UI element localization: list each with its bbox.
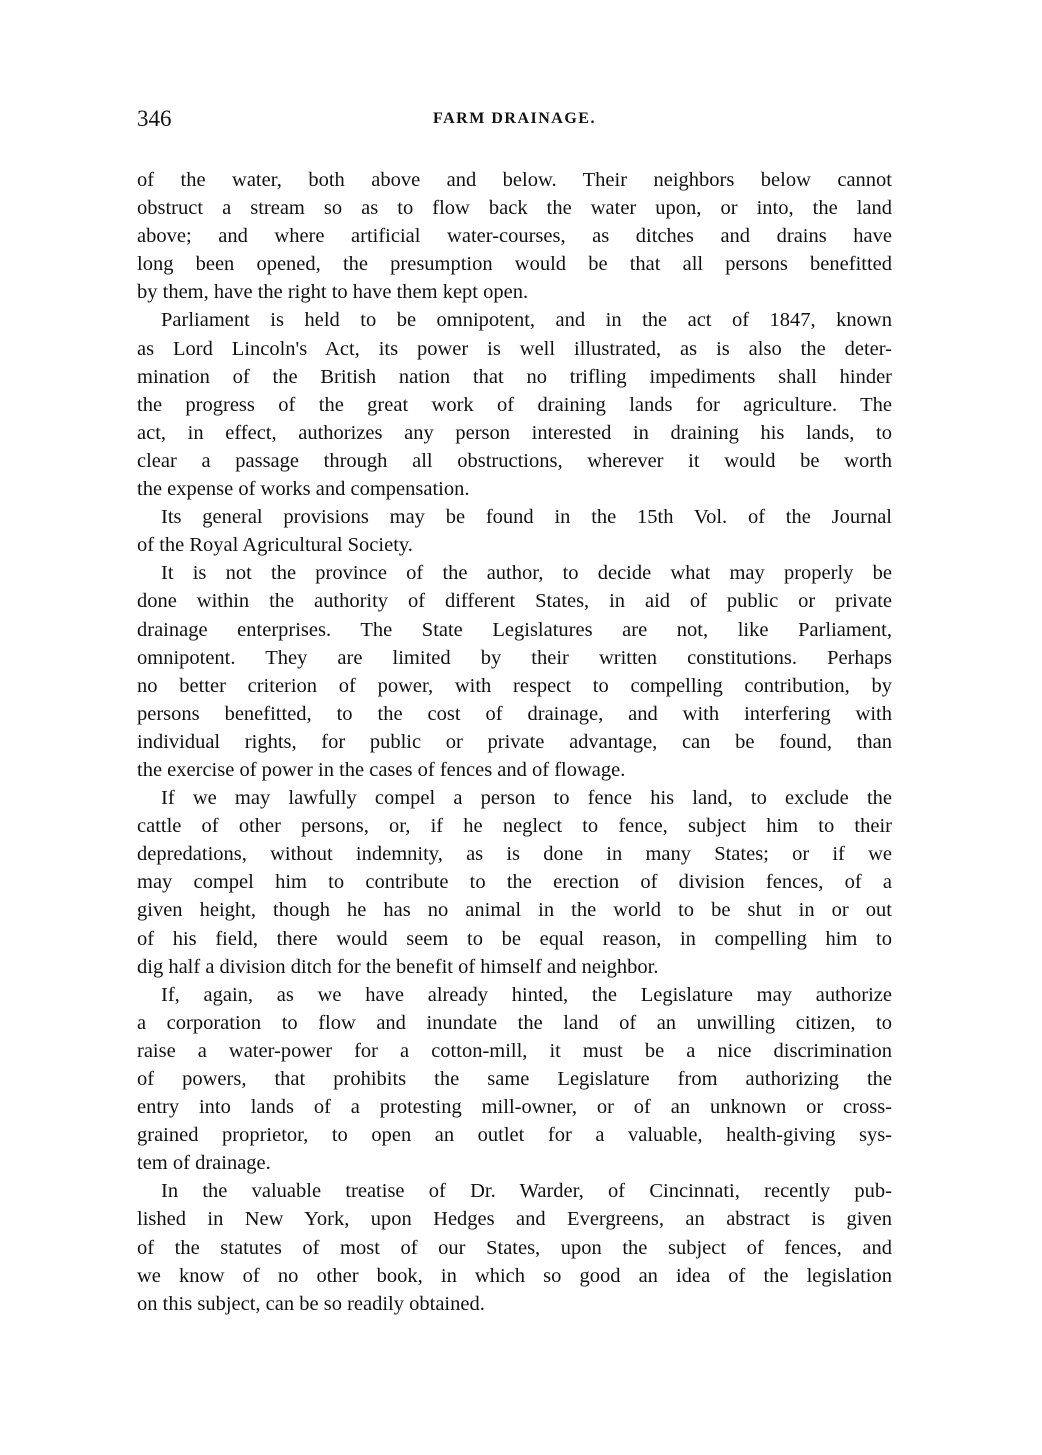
- text-line: lished in New York, upon Hedges and Evergreens, an abstract is given: [137, 1208, 892, 1231]
- text-line: above; and where artificial water-courses, as ditches and drains have: [137, 225, 892, 248]
- text-line: no better criterion of power, with respect to compelling contribution, by: [137, 674, 892, 697]
- text-line: of the statutes of most of our States, upon the subject of fences, and: [137, 1236, 892, 1259]
- text-line: In the valuable treatise of Dr. Warder, of Cincinnati, recently pub-: [161, 1180, 892, 1203]
- body-text: [137, 166, 892, 1318]
- text-line: mination of the British nation that no trifling impediments shall hinder: [137, 365, 892, 388]
- text-line: drainage enterprises. The State Legislatures are not, like Parliament,: [137, 618, 892, 641]
- text-line: Parliament is held to be omnipotent, and in the act of 1847, known: [161, 309, 892, 332]
- paragraph: [137, 559, 892, 784]
- page-number: 346: [137, 106, 172, 131]
- text-line: given height, though he has no animal in the world to be shut in or out: [137, 899, 892, 922]
- text-line: clear a passage through all obstructions, wherever it would be worth: [137, 449, 892, 472]
- text-line: as Lord Lincoln's Act, its power is well illustrated, as is also the deter-: [137, 337, 892, 360]
- text-line: we know of no other book, in which so good an idea of the legislation: [137, 1264, 892, 1287]
- text-line: by them, have the right to have them kept open.: [137, 281, 529, 304]
- text-line: the progress of the great work of draining lands for agriculture. The: [137, 393, 892, 416]
- running-title: FARM DRAINAGE.: [433, 110, 596, 127]
- paragraph: [137, 166, 892, 306]
- text-line: of powers, that prohibits the same Legislature from authorizing the: [137, 1068, 892, 1090]
- text-line: If, again, as we have already hinted, the Legislature may authorize: [161, 983, 892, 1006]
- text-line: of the Royal Agricultural Society.: [137, 534, 413, 557]
- paragraph: [137, 981, 892, 1178]
- paragraph: [137, 784, 892, 981]
- text-line: on this subject, can be so readily obtained.: [137, 1292, 485, 1315]
- paragraph: [137, 1177, 892, 1317]
- text-line: cattle of other persons, or, if he neglect to fence, subject him to their: [137, 815, 892, 838]
- text-line: dig half a division ditch for the benefit of himself and neighbor.: [137, 955, 659, 978]
- text-line: Its general provisions may be found in the 15th Vol. of the Journal: [161, 506, 892, 529]
- text-line: persons benefitted, to the cost of drainage, and with interfering with: [137, 702, 892, 725]
- page-header: [137, 106, 892, 136]
- text-line: of the water, both above and below. Their neighbors below cannot: [137, 169, 892, 191]
- text-line: the exercise of power in the cases of fences and of flowage.: [137, 758, 626, 781]
- text-line: grained proprietor, to open an outlet for a valuable, health-giving sys-: [137, 1124, 892, 1147]
- text-line: of his field, there would seem to be equal reason, in compelling him to: [137, 927, 892, 950]
- text-line: individual rights, for public or private advantage, can be found, than: [137, 730, 892, 753]
- text-line: done within the authority of different States, in aid of public or private: [137, 590, 892, 613]
- text-line: a corporation to flow and inundate the land of an unwilling citizen, to: [137, 1011, 892, 1034]
- text-line: tem of drainage.: [137, 1152, 271, 1175]
- text-line: entry into lands of a protesting mill-owner, or of an unknown or cross-: [137, 1096, 892, 1119]
- text-line: depredations, without indemnity, as is done in many States; or if we: [137, 843, 892, 866]
- text-line: omnipotent. They are limited by their written constitutions. Perhaps: [137, 646, 892, 669]
- text-line: raise a water-power for a cotton-mill, it must be a nice discrimination: [137, 1039, 892, 1062]
- text-line: If we may lawfully compel a person to fence his land, to exclude the: [161, 787, 892, 810]
- text-line: the expense of works and compensation.: [137, 478, 470, 501]
- paragraph: [137, 306, 892, 503]
- text-line: may compel him to contribute to the erection of division fences, of a: [137, 871, 892, 894]
- paragraph: [137, 503, 892, 559]
- text-line: It is not the province of the author, to decide what may properly be: [161, 562, 892, 585]
- text-line: act, in effect, authorizes any person interested in draining his lands, to: [137, 421, 892, 444]
- text-line: obstruct a stream so as to flow back the water upon, or into, the land: [137, 197, 892, 220]
- text-line: long been opened, the presumption would be that all persons benefitted: [137, 253, 892, 276]
